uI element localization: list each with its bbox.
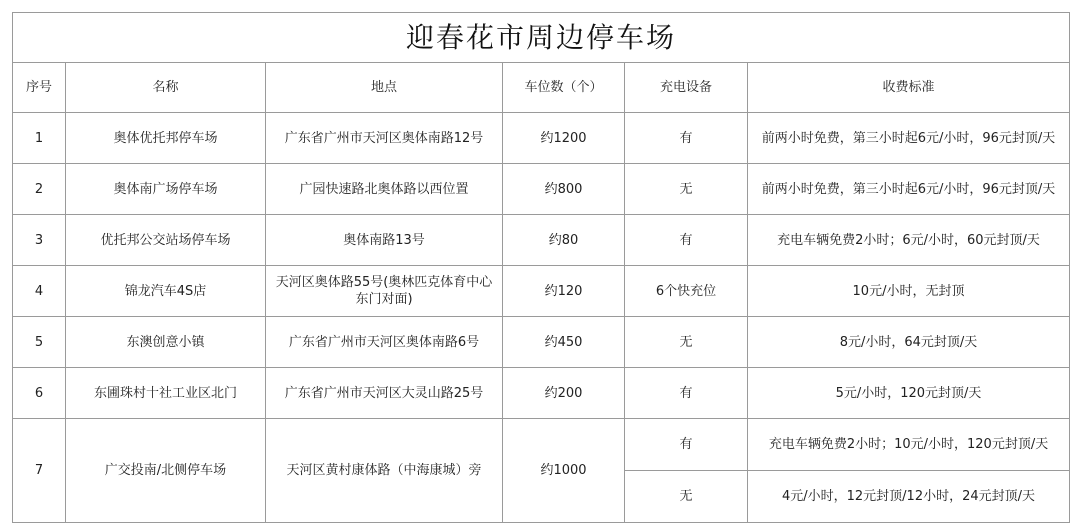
- col-header-no: 序号: [13, 63, 66, 113]
- cell-spaces: 约200: [503, 368, 625, 419]
- cell-charging: 有: [625, 215, 748, 266]
- cell-charging: 有: [625, 368, 748, 419]
- cell-name: 广交投南/北侧停车场: [66, 419, 266, 523]
- cell-name: 锦龙汽车4S店: [66, 266, 266, 317]
- cell-name: 东圃珠村十社工业区北门: [66, 368, 266, 419]
- cell-fee: 4元/小时，12元封顶/12小时，24元封顶/天: [748, 471, 1070, 523]
- col-header-spaces: 车位数（个）: [503, 63, 625, 113]
- cell-location: 广东省广州市天河区奥体南路6号: [266, 317, 503, 368]
- cell-no: 1: [13, 113, 66, 164]
- table-title: 迎春花市周边停车场: [13, 13, 1070, 63]
- cell-no: 6: [13, 368, 66, 419]
- cell-spaces: 约800: [503, 164, 625, 215]
- cell-no: 2: [13, 164, 66, 215]
- cell-charging: 无: [625, 317, 748, 368]
- cell-charging: 有: [625, 419, 748, 471]
- col-header-name: 名称: [66, 63, 266, 113]
- cell-name: 奥体南广场停车场: [66, 164, 266, 215]
- table-row: [13, 164, 1070, 215]
- cell-fee: 前两小时免费，第三小时起6元/小时，96元封顶/天: [748, 164, 1070, 215]
- cell-name: 东澳创意小镇: [66, 317, 266, 368]
- cell-location: 天河区奥体路55号(奥林匹克体育中心东门对面): [266, 266, 503, 317]
- cell-charging: 无: [625, 164, 748, 215]
- cell-no: 5: [13, 317, 66, 368]
- cell-location: 天河区黄村康体路（中海康城）旁: [266, 419, 503, 523]
- cell-charging: 6个快充位: [625, 266, 748, 317]
- cell-spaces: 约1200: [503, 113, 625, 164]
- cell-location: 广东省广州市天河区奥体南路12号: [266, 113, 503, 164]
- col-header-fee: 收费标准: [748, 63, 1070, 113]
- cell-charging: 有: [625, 113, 748, 164]
- col-header-charging: 充电设备: [625, 63, 748, 113]
- table-row: [13, 113, 1070, 164]
- cell-fee: 8元/小时，64元封顶/天: [748, 317, 1070, 368]
- table-row: [13, 266, 1070, 317]
- cell-fee: 5元/小时，120元封顶/天: [748, 368, 1070, 419]
- cell-no: 4: [13, 266, 66, 317]
- cell-spaces: 约80: [503, 215, 625, 266]
- table-row: [13, 317, 1070, 368]
- cell-spaces: 约120: [503, 266, 625, 317]
- cell-fee: 前两小时免费，第三小时起6元/小时，96元封顶/天: [748, 113, 1070, 164]
- cell-spaces: 约450: [503, 317, 625, 368]
- cell-name: 优托邦公交站场停车场: [66, 215, 266, 266]
- cell-location: 广东省广州市天河区大灵山路25号: [266, 368, 503, 419]
- cell-fee: 10元/小时，无封顶: [748, 266, 1070, 317]
- table-row: [13, 215, 1070, 266]
- cell-no: 3: [13, 215, 66, 266]
- col-header-location: 地点: [266, 63, 503, 113]
- cell-spaces: 约1000: [503, 419, 625, 523]
- cell-no: 7: [13, 419, 66, 523]
- cell-location: 奥体南路13号: [266, 215, 503, 266]
- cell-fee: 充电车辆免费2小时；10元/小时，120元封顶/天: [748, 419, 1070, 471]
- table-row: [13, 419, 1070, 471]
- cell-fee: 充电车辆免费2小时；6元/小时，60元封顶/天: [748, 215, 1070, 266]
- cell-location: 广园快速路北奥体路以西位置: [266, 164, 503, 215]
- cell-charging: 无: [625, 471, 748, 523]
- parking-table: [12, 12, 1070, 523]
- cell-name: 奥体优托邦停车场: [66, 113, 266, 164]
- table-row: [13, 368, 1070, 419]
